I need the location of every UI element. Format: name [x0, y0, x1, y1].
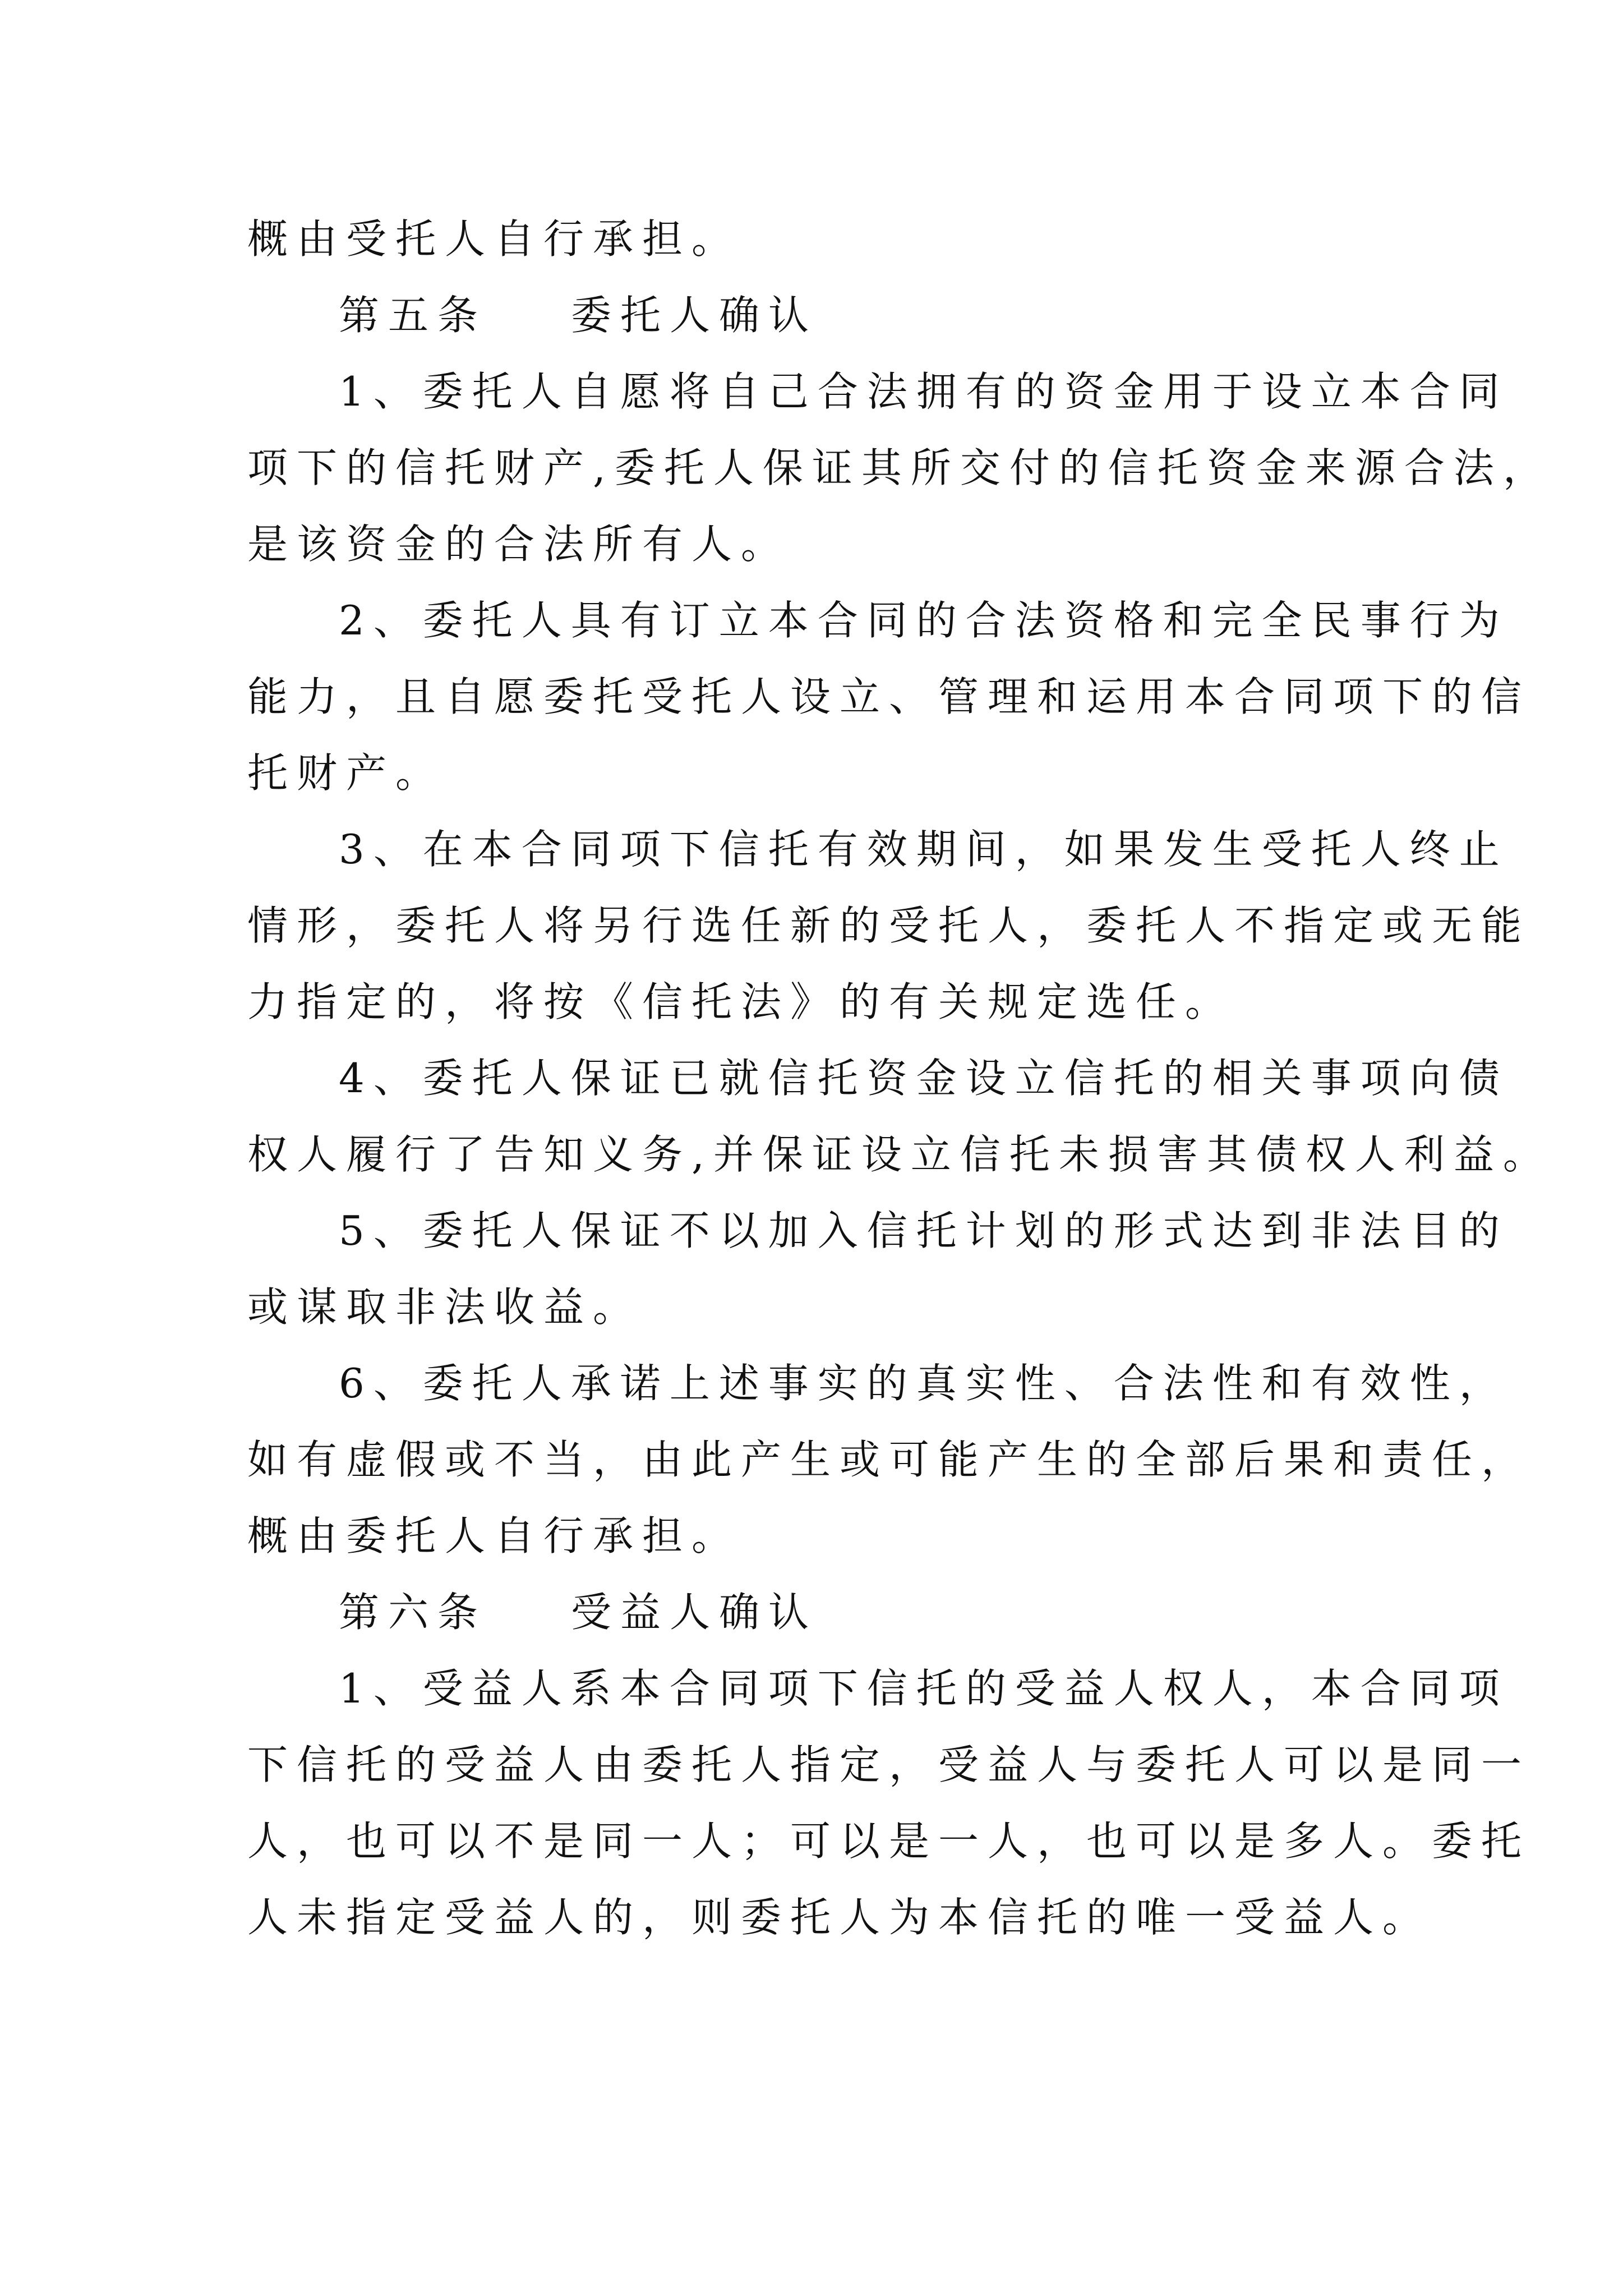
text-line: 概由受托人自行承担。	[247, 215, 741, 263]
text-line: 1、委托人自愿将自己合法拥有的资金用于设立本合同	[339, 368, 1509, 415]
text-line: 权人履行了告知义务,并保证设立信托未损害其债权人利益。	[247, 1131, 1552, 1178]
text-line: 或谋取非法收益。	[247, 1283, 643, 1331]
text-line: 能力，且自愿委托受托人设立、管理和运用本合同项下的信	[247, 673, 1531, 720]
text-line: 概由委托人自行承担。	[247, 1512, 741, 1559]
article-number: 第五条	[339, 292, 487, 339]
text-line: 3、在本合同项下信托有效期间，如果发生受托人终止	[339, 826, 1509, 873]
text-line: 人，也可以不是同一人；可以是一人，也可以是多人。委托	[247, 1818, 1531, 1865]
article-heading	[339, 1585, 818, 1639]
text-line: 5、委托人保证不以加入信托计划的形式达到非法目的	[339, 1207, 1509, 1254]
text-line: 2、委托人具有订立本合同的合法资格和完全民事行为	[339, 597, 1509, 644]
article-heading	[339, 288, 818, 342]
article-title: 委托人确认	[571, 292, 818, 339]
text-line: 如有虚假或不当，由此产生或可能产生的全部后果和责任，	[247, 1436, 1531, 1483]
article-title: 受益人确认	[571, 1589, 818, 1636]
text-line: 1、受益人系本合同项下信托的受益人权人，本合同项	[339, 1665, 1509, 1712]
text-line: 力指定的，将按《信托法》的有关规定选任。	[247, 978, 1235, 1025]
text-line: 项下的信托财产,委托人保证其所交付的信托资金来源合法，	[247, 444, 1552, 491]
article-number: 第六条	[339, 1589, 487, 1636]
text-line: 4、委托人保证已就信托资金设立信托的相关事项向债	[339, 1055, 1509, 1102]
text-line: 6、委托人承诺上述事实的真实性、合法性和有效性，	[339, 1360, 1509, 1407]
text-line: 人未指定受益人的，则委托人为本信托的唯一受益人。	[247, 1894, 1432, 1941]
text-line: 托财产。	[247, 749, 445, 797]
text-line: 下信托的受益人由委托人指定，受益人与委托人可以是同一	[247, 1741, 1531, 1788]
text-line: 是该资金的合法所有人。	[247, 521, 791, 568]
text-line: 情形，委托人将另行选任新的受托人，委托人不指定或无能	[247, 902, 1531, 949]
